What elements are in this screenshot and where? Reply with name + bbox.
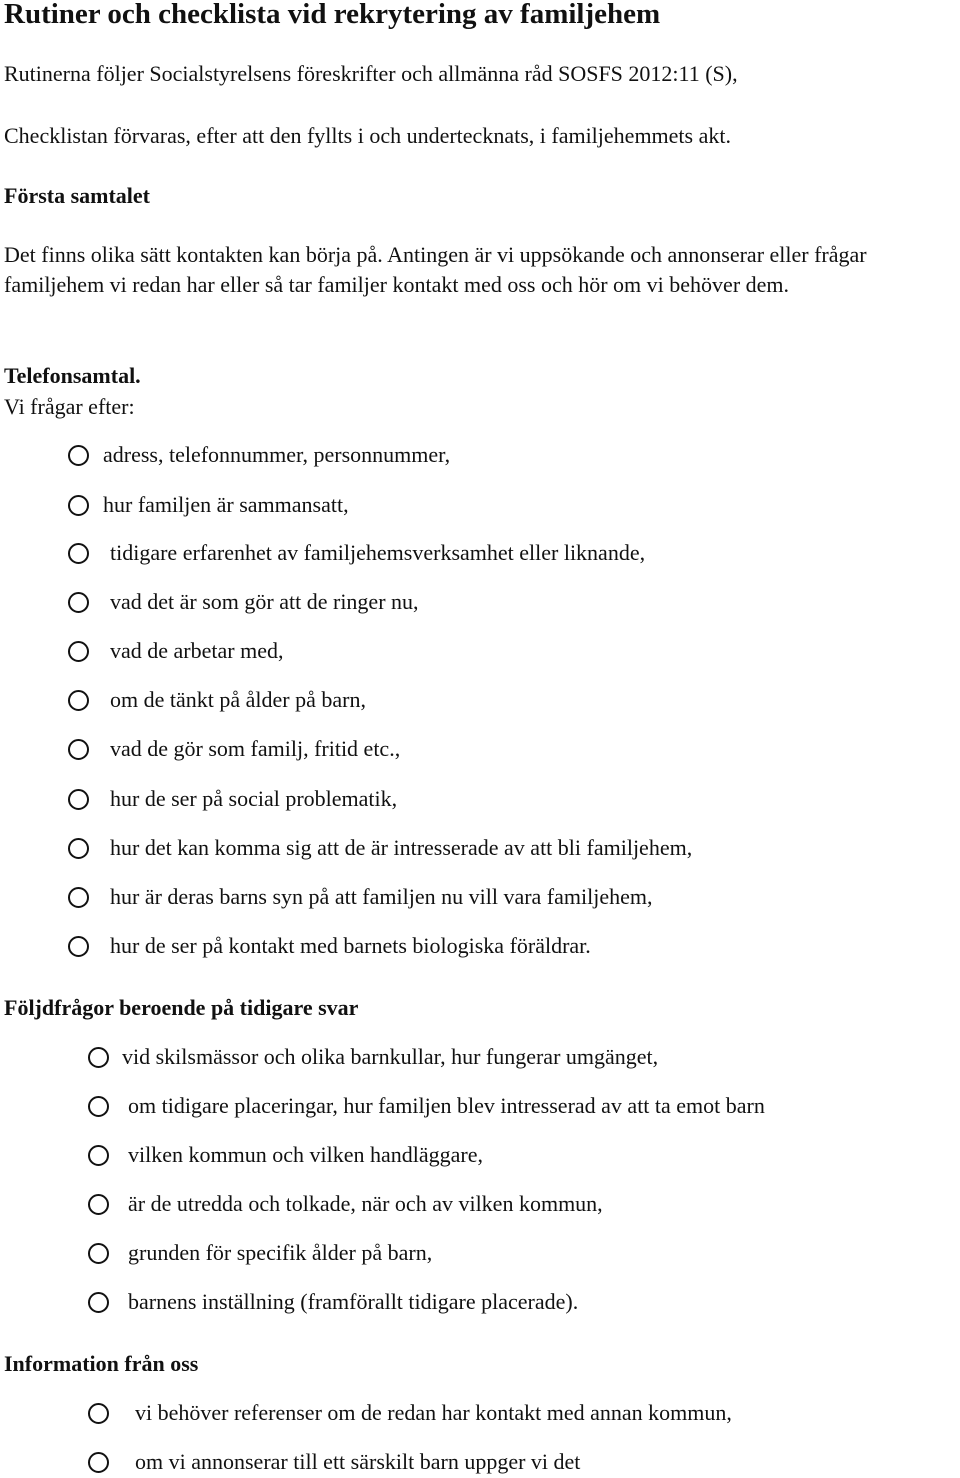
checklist-item-label: är de utredda och tolkade, när och av vilken kommun,: [128, 1191, 603, 1216]
checklist-item-label: vad det är som gör att de ringer nu,: [110, 589, 419, 614]
checklist-item: [68, 587, 419, 617]
checkbox-circle-icon[interactable]: [68, 495, 89, 516]
checklist-item: [68, 784, 397, 814]
checklist-item-label: vi behöver referenser om de redan har kontakt med annan kommun,: [135, 1400, 732, 1425]
checkbox-circle-icon[interactable]: [88, 1145, 109, 1166]
section-heading-first-call: Första samtalet: [4, 183, 151, 208]
checklist-item: [88, 1447, 580, 1477]
checklist-item: [88, 1140, 483, 1170]
checklist-item-label: hur de ser på kontakt med barnets biologiska föräldrar.: [110, 933, 591, 958]
phone-call-lead: Vi frågar efter:: [4, 394, 135, 419]
checklist-item-label: om de tänkt på ålder på barn,: [110, 687, 366, 712]
checklist-item: [88, 1091, 765, 1121]
checklist-item: [68, 538, 645, 568]
checklist-item-label: om tidigare placeringar, hur familjen blev intresserad av att ta emot barn: [128, 1093, 765, 1118]
checklist-item-label: tidigare erfarenhet av familjehemsverksamhet eller liknande,: [110, 540, 646, 565]
document-title: Rutiner och checklista vid rekrytering av familjehem: [4, 0, 661, 30]
checklist-item-label: vad de gör som familj, fritid etc.,: [110, 736, 401, 761]
checklist-item-label: vilken kommun och vilken handläggare,: [128, 1142, 483, 1167]
section-heading-follow-up: Följdfrågor beroende på tidigare svar: [4, 995, 359, 1020]
checklist-item-label: om vi annonserar till ett särskilt barn uppger vi det: [135, 1449, 581, 1474]
checklist-item-label: hur familjen är sammansatt,: [103, 492, 349, 517]
intro-paragraph-2: Checklistan förvaras, efter att den fyllts i och undertecknats, i familjehemmets akt.: [4, 123, 731, 148]
checkbox-circle-icon[interactable]: [68, 739, 89, 760]
checklist-item: [88, 1398, 732, 1428]
checklist-item: [68, 882, 652, 912]
intro-paragraph-1: Rutinerna följer Socialstyrelsens föreskrifter och allmänna råd SOSFS 2012:11 (S),: [4, 61, 738, 86]
checkbox-circle-icon[interactable]: [88, 1096, 109, 1117]
checkbox-circle-icon[interactable]: [68, 789, 89, 810]
checklist-item: [88, 1042, 658, 1072]
checklist-item-label: vid skilsmässor och olika barnkullar, hur fungerar umgänget,: [122, 1044, 659, 1069]
section-heading-phone-call: Telefonsamtal.: [4, 363, 141, 388]
checkbox-circle-icon[interactable]: [88, 1292, 109, 1313]
checklist-item-label: hur de ser på social problematik,: [110, 786, 398, 811]
checklist-item: [68, 636, 283, 666]
checklist-item-label: barnens inställning (framförallt tidigare placerade).: [128, 1289, 579, 1314]
checklist-item: [88, 1287, 578, 1317]
checkbox-circle-icon[interactable]: [88, 1047, 109, 1068]
checklist-item-label: grunden för specifik ålder på barn,: [128, 1240, 433, 1265]
checkbox-circle-icon[interactable]: [88, 1194, 109, 1215]
checkbox-circle-icon[interactable]: [88, 1452, 109, 1473]
checklist-item: [68, 833, 692, 863]
checklist-item-label: hur är deras barns syn på att familjen nu vill vara familjehem,: [110, 884, 653, 909]
checkbox-circle-icon[interactable]: [68, 641, 89, 662]
first-call-paragraph: Det finns olika sätt kontakten kan börja på. Antingen är vi uppsökande och annonserar eller frågar familjehem vi redan har eller så tar familjer kontakt med oss och hör om vi behöver dem.: [4, 242, 867, 297]
checklist-item: [88, 1238, 432, 1268]
checklist-item: [68, 734, 400, 764]
section-heading-information: Information från oss: [4, 1351, 199, 1376]
checkbox-circle-icon[interactable]: [68, 838, 89, 859]
checkbox-circle-icon[interactable]: [68, 543, 89, 564]
checklist-item: [68, 490, 349, 520]
checkbox-circle-icon[interactable]: [68, 592, 89, 613]
checkbox-circle-icon[interactable]: [88, 1243, 109, 1264]
checklist-item: [68, 685, 366, 715]
checklist-item: [68, 931, 591, 961]
checklist-item: [68, 440, 450, 470]
checklist-item-label: adress, telefonnummer, personnummer,: [103, 442, 451, 467]
checkbox-circle-icon[interactable]: [68, 445, 89, 466]
checkbox-circle-icon[interactable]: [68, 936, 89, 957]
checklist-item: [88, 1189, 603, 1219]
checklist-item-label: hur det kan komma sig att de är intresserade av att bli familjehem,: [110, 835, 693, 860]
checkbox-circle-icon[interactable]: [68, 887, 89, 908]
checklist-item-label: vad de arbetar med,: [110, 638, 284, 663]
checkbox-circle-icon[interactable]: [68, 690, 89, 711]
checkbox-circle-icon[interactable]: [88, 1403, 109, 1424]
